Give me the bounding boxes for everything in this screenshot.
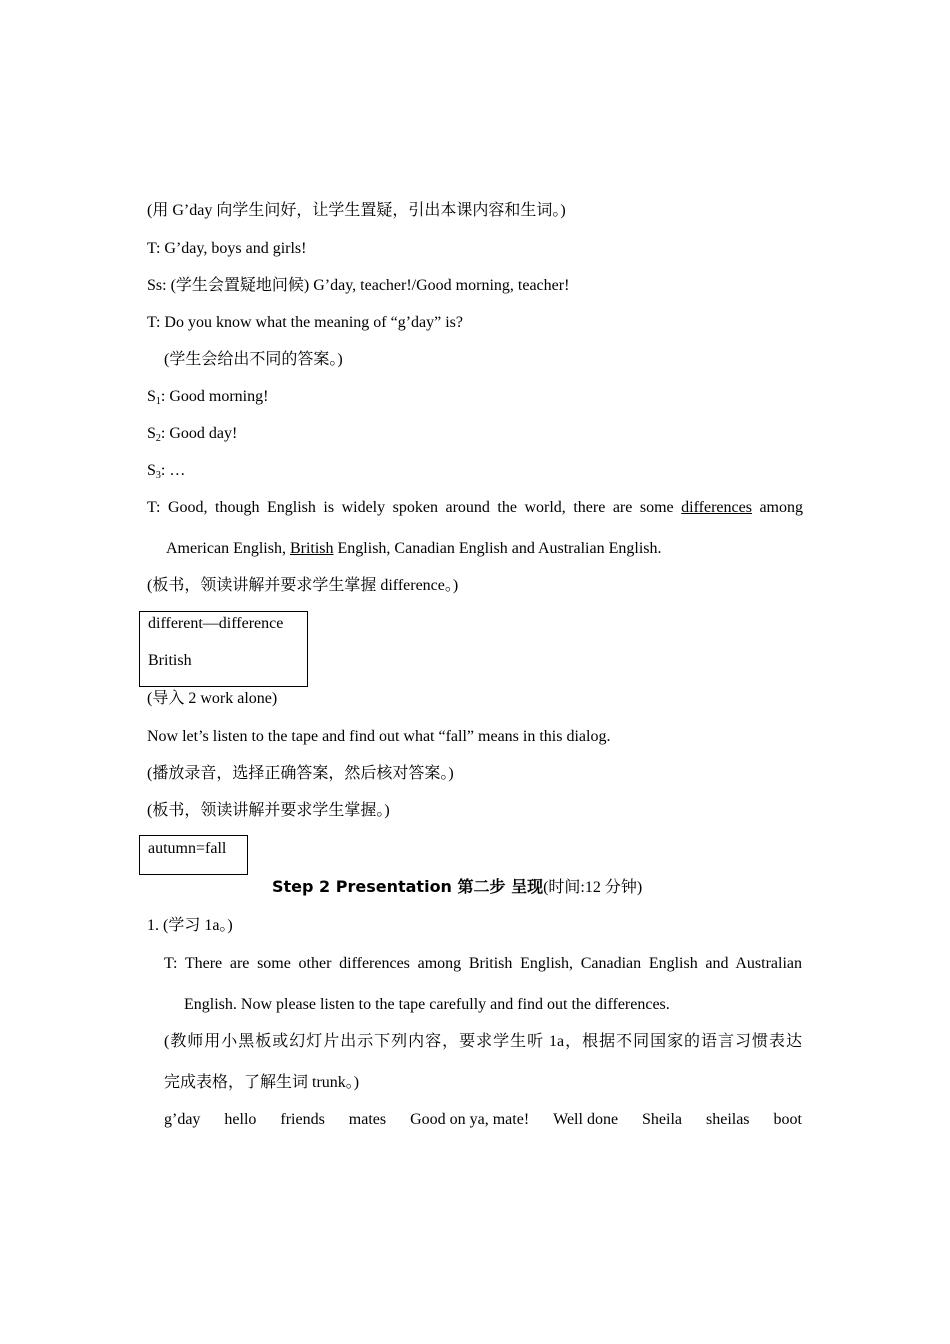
- word-item: sheilas: [705, 1111, 750, 1128]
- line-teacher-question: T: Do you know what the meaning of “g’day” is?: [147, 314, 464, 331]
- line-teacher-there: T: There are some other differences among British English, Canadian English and Australian: [164, 955, 802, 972]
- s2-label: S: [147, 425, 156, 442]
- s2-sub: 2: [155, 433, 161, 444]
- line-s3: [147, 461, 185, 481]
- t-good-b: among: [751, 499, 803, 516]
- s3-sub: 3: [155, 470, 161, 481]
- word-item: g’day: [164, 1111, 201, 1128]
- line-intro-note: (用 G’day 向学生问好，让学生置疑，引出本课内容和生词。): [147, 202, 566, 219]
- word-item: Sheila: [642, 1111, 683, 1128]
- word-item: boot: [773, 1111, 802, 1128]
- t-good-underlined: differences: [681, 499, 752, 516]
- line-s2: [147, 424, 237, 444]
- s2-text: : Good day!: [160, 425, 238, 442]
- am-b: English, Canadian English and Australian English.: [333, 540, 662, 557]
- board-box-1-line1: different—difference: [148, 615, 284, 632]
- line-board-note-1: (板书，领读讲解并要求学生掌握 difference。): [147, 577, 459, 594]
- line-lead-2: (导入 2 work alone): [147, 690, 278, 707]
- step-heading-time: (时间:12 分钟): [543, 879, 643, 896]
- word-item: Good on ya, mate!: [410, 1111, 530, 1128]
- line-teacher-note-b: 完成表格，了解生词 trunk。): [164, 1074, 360, 1091]
- word-item: hello: [224, 1111, 257, 1128]
- s1-text: : Good morning!: [160, 388, 269, 405]
- step-heading: [272, 877, 642, 898]
- board-box-2-line1: autumn=fall: [148, 840, 227, 857]
- board-box-1-line2: British: [148, 652, 192, 669]
- line-s1: [147, 387, 268, 407]
- line-teacher-good: [147, 498, 803, 518]
- s3-label: S: [147, 462, 156, 479]
- line-teacher-greeting: T: G’day, boys and girls!: [147, 240, 307, 257]
- t-good-a: T: Good, though English is widely spoken around the world, there are some: [147, 499, 682, 516]
- line-play-note: (播放录音，选择正确答案，然后核对答案。): [147, 765, 454, 782]
- line-listen: Now let’s listen to the tape and find out what “fall” means in this dialog.: [147, 728, 611, 745]
- word-item: friends: [280, 1111, 325, 1128]
- am-underlined: British: [289, 540, 334, 557]
- word-list: [164, 1110, 802, 1130]
- line-students-answer-note: (学生会给出不同的答案。): [164, 351, 343, 368]
- s1-label: S: [147, 388, 156, 405]
- am-a: American English,: [166, 540, 290, 557]
- s1-sub: 1: [155, 396, 161, 407]
- line-english-varieties: [166, 539, 662, 559]
- line-english-now: English. Now please listen to the tape carefully and find out the differences.: [184, 996, 670, 1013]
- line-item-1: 1. (学习 1a。): [147, 917, 233, 934]
- step-heading-bold: Step 2 Presentation 第二步 呈现: [272, 877, 544, 896]
- line-board-note-2: (板书，领读讲解并要求学生掌握。): [147, 802, 390, 819]
- word-item: Well done: [553, 1111, 619, 1128]
- s3-text: : …: [160, 462, 186, 479]
- line-students-greeting: Ss: (学生会置疑地问候) G’day, teacher!/Good morning, teacher!: [147, 277, 570, 294]
- line-teacher-note-a: (教师用小黑板或幻灯片出示下列内容，要求学生听 1a，根据不同国家的语言习惯表达: [164, 1033, 802, 1050]
- word-item: mates: [348, 1111, 387, 1128]
